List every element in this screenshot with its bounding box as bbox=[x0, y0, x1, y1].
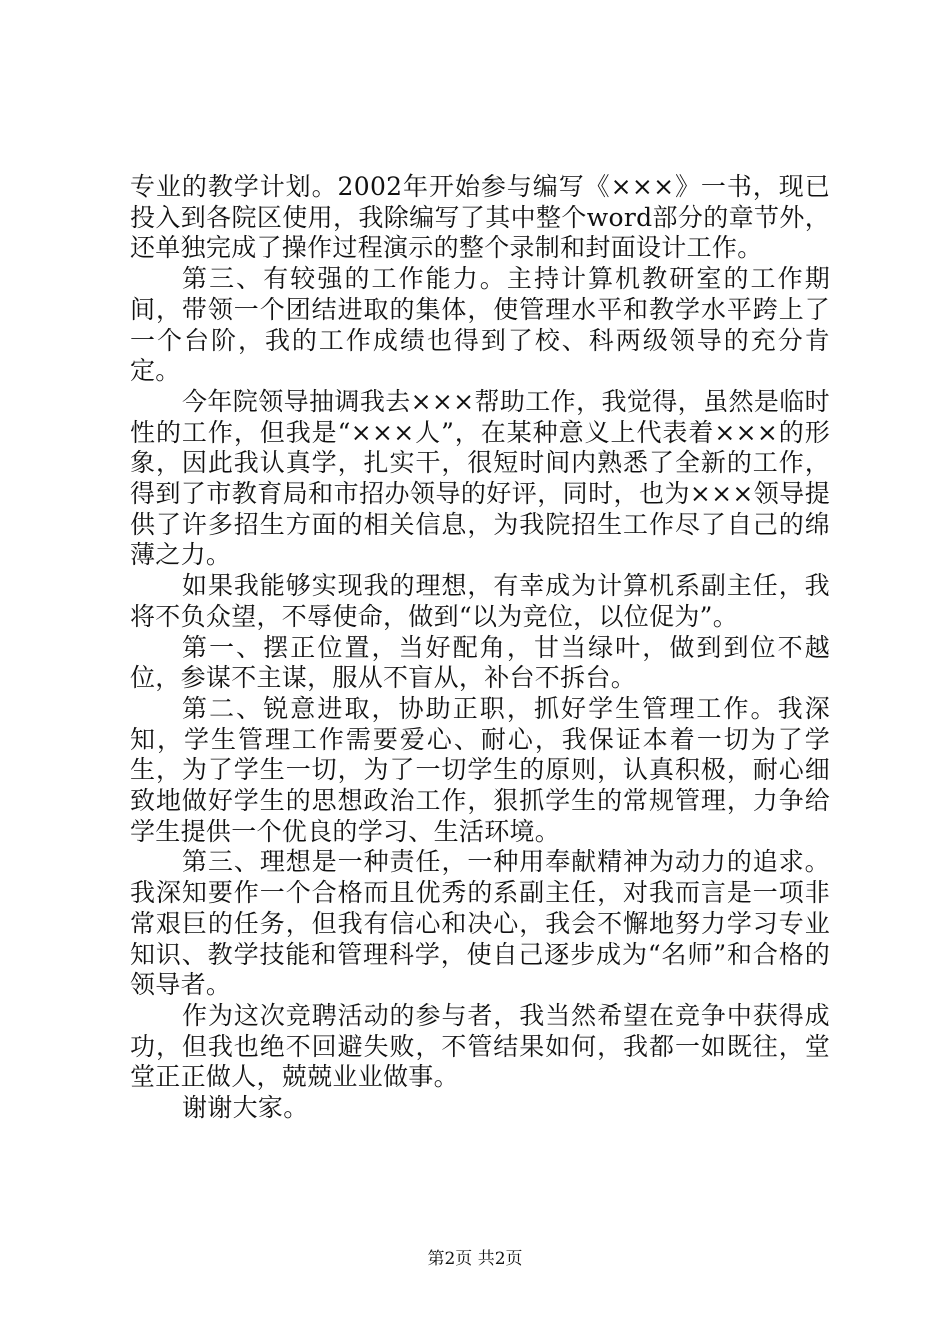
paragraph-point-one: 第一、摆正位置，当好配角，甘当绿叶，做到到位不越位，参谋不主谋，服从不盲从，补台不拆台。 bbox=[130, 632, 830, 693]
paragraph-point-three: 第三、理想是一种责任，一种用奉献精神为动力的追求。我深知要作一个合格而且优秀的系副主任，对我而言是一项非常艰巨的任务，但我有信心和决心，我会不懈地努力学习专业知识、教学技能和管理科学，使自己逐步成为“名师”和合格的领导者。 bbox=[130, 847, 830, 1000]
paragraph-point-two: 第二、锐意进取，协助正职，抓好学生管理工作。我深知，学生管理工作需要爱心、耐心，我保证本着一切为了学生，为了学生一切，为了一切学生的原则，认真积极，耐心细致地做好学生的思想政治工作，狠抓学生的常规管理，力争给学生提供一个优良的学习、生活环境。 bbox=[130, 693, 830, 846]
paragraph-continuation: 专业的教学计划。2002年开始参与编写《×××》一书，现已投入到各院区使用，我除编写了其中整个word部分的章节外，还单独完成了操作过程演示的整个录制和封面设计工作。 bbox=[130, 172, 830, 263]
paragraph-work-ability: 第三、有较强的工作能力。主持计算机教研室的工作期间，带领一个团结进取的集体，使管理水平和教学水平跨上了一个台阶，我的工作成绩也得到了校、科两级领导的充分肯定。 bbox=[130, 264, 830, 386]
paragraph-temporary-assignment: 今年院领导抽调我去×××帮助工作，我觉得，虽然是临时性的工作，但我是“×××人”，在某种意义上代表着×××的形象，因此我认真学，扎实干，很短时间内熟悉了全新的工作，得到了市教育局和市招办领导的好评，同时，也为×××领导提供了许多招生方面的相关信息，为我院招生工作尽了自己的绵薄之力。 bbox=[130, 386, 830, 570]
document-body bbox=[130, 172, 830, 1124]
page-footer: 第2页 共2页 bbox=[427, 1249, 523, 1269]
paragraph-thanks: 谢谢大家。 bbox=[182, 1093, 309, 1123]
paragraph-conclusion: 作为这次竞聘活动的参与者，我当然希望在竞争中获得成功，但我也绝不回避失败，不管结果如何，我都一如既往，堂堂正正做人，兢兢业业做事。 bbox=[130, 1000, 830, 1092]
paragraph-ideal: 如果我能够实现我的理想，有幸成为计算机系副主任，我将不负众望，不辱使命，做到“以为竞位，以位促为”。 bbox=[130, 571, 830, 631]
